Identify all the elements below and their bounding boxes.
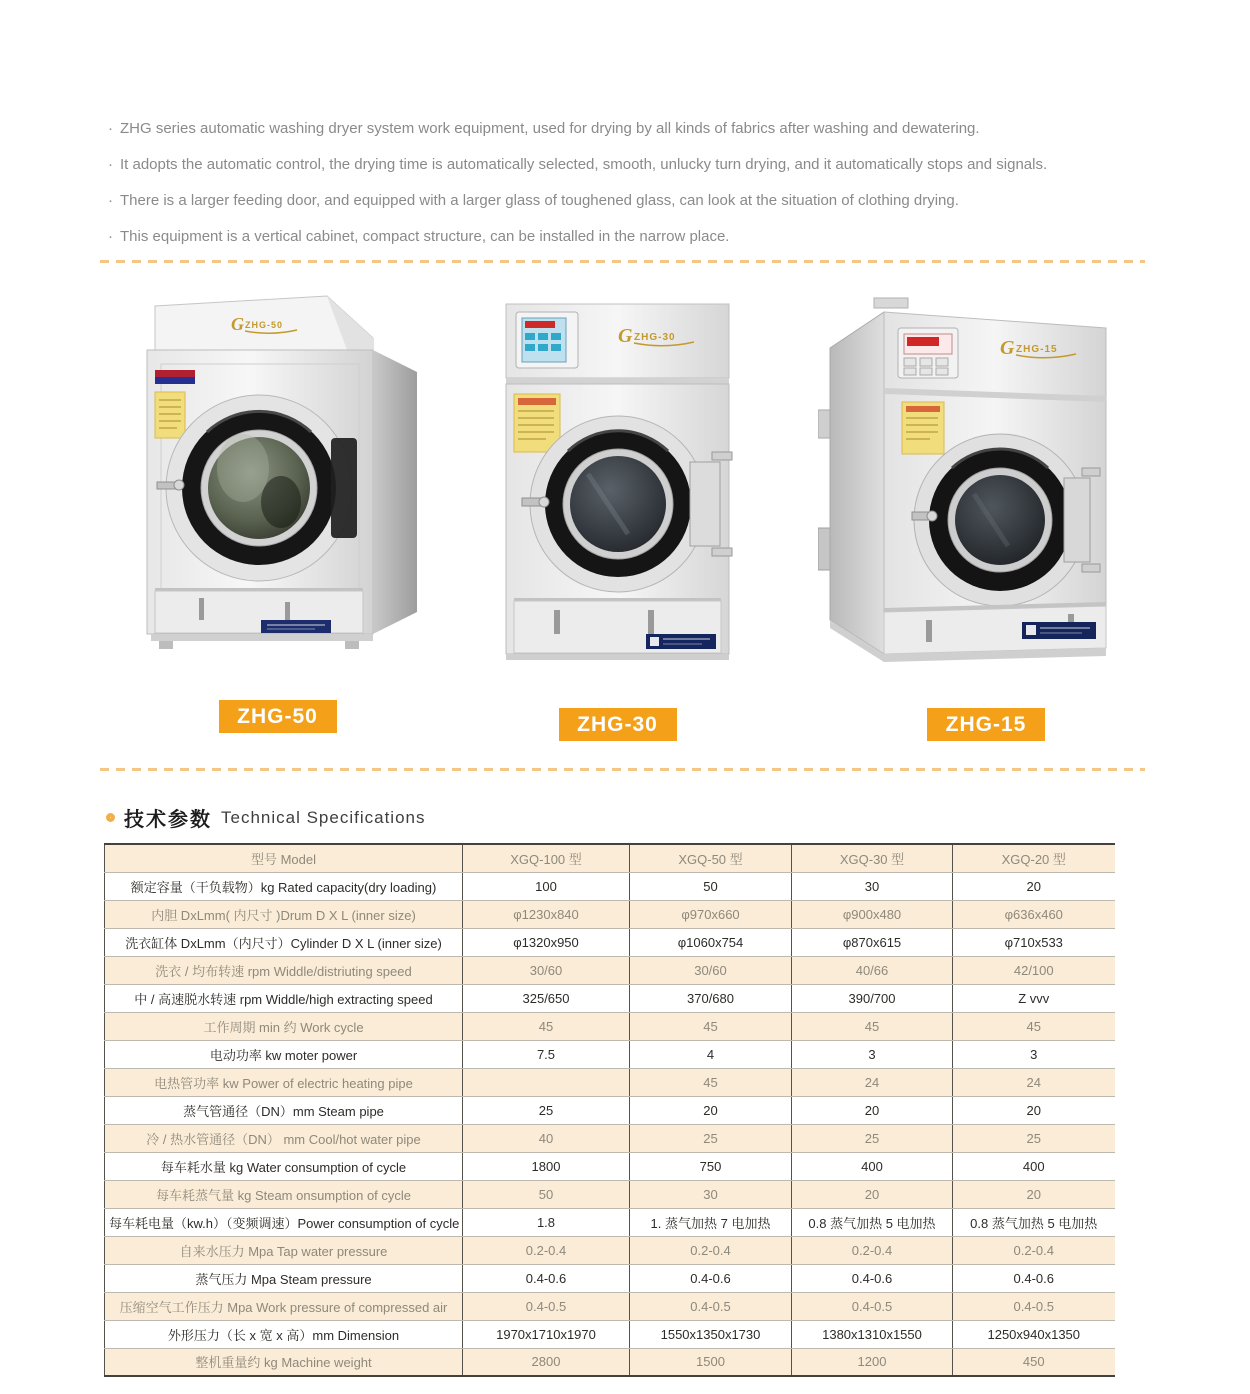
spec-value: Z vvv [953, 984, 1115, 1012]
table-row [105, 900, 1115, 928]
door-handle [522, 497, 549, 507]
table-row [105, 1152, 1115, 1180]
band-divider [506, 378, 729, 384]
table-row [105, 1124, 1115, 1152]
spec-label: 内胆 DxLmm( 内尺寸 )Drum D X L (inner size) [105, 900, 463, 928]
model-badge-zhg15: ZHG-15 [927, 708, 1045, 741]
spec-label: 整机重量约 kg Machine weight [105, 1348, 463, 1376]
table-row [105, 1068, 1115, 1096]
table-row [105, 984, 1115, 1012]
spec-value: 25 [792, 1124, 953, 1152]
header-xgq30: XGQ-30 型 [792, 844, 953, 872]
feature-bullet-text: This equipment is a vertical cabinet, compact structure, can be installed in the narrow place. [120, 228, 730, 245]
spec-label: 洗衣缸体 DxLmm（内尺寸）Cylinder D X L (inner size) [105, 928, 463, 956]
spec-value: 390/700 [792, 984, 953, 1012]
model-badge-zhg50: ZHG-50 [219, 700, 337, 733]
machine-door [914, 434, 1086, 606]
spec-value: 25 [630, 1124, 792, 1152]
table-row [105, 928, 1115, 956]
spec-value: φ970x660 [630, 900, 792, 928]
spec-label: 中 / 高速脱水转速 rpm Widdle/high extracting speed [105, 984, 463, 1012]
spec-value: 45 [953, 1012, 1115, 1040]
door-handle [912, 511, 937, 521]
spec-value: 0.4-0.5 [630, 1292, 792, 1320]
spec-value: 25 [953, 1124, 1115, 1152]
svg-text:G: G [618, 325, 633, 347]
spec-value: 20 [792, 1180, 953, 1208]
svg-text:ZHG-30: ZHG-30 [634, 332, 676, 343]
specs-table [104, 843, 1115, 1377]
table-row [105, 1180, 1115, 1208]
spec-value: 750 [630, 1152, 792, 1180]
spec-value: 45 [463, 1012, 630, 1040]
spec-value: 1.8 [463, 1208, 630, 1236]
spec-value: 20 [953, 872, 1115, 900]
spec-value: 1200 [792, 1348, 953, 1376]
section-title-zh: 技术参数 [124, 809, 212, 831]
bullet-dot-icon: · [108, 228, 113, 245]
spec-value: 0.2-0.4 [792, 1236, 953, 1264]
spec-value: 0.4-0.6 [630, 1264, 792, 1292]
spec-value: 1. 蒸气加热 7 电加热 [630, 1208, 792, 1236]
header-xgq50: XGQ-50 型 [630, 844, 792, 872]
spec-value: 45 [630, 1012, 792, 1040]
spec-value: 0.4-0.6 [792, 1264, 953, 1292]
spec-value: 30 [792, 872, 953, 900]
spec-value: 20 [792, 1096, 953, 1124]
section-title-en: Technical Specifications [221, 807, 426, 827]
header-xgq100: XGQ-100 型 [463, 844, 630, 872]
dryer-illustration-zhg50 [135, 290, 420, 668]
spec-label: 压缩空气工作压力 Mpa Work pressure of compressed air [105, 1292, 463, 1320]
spec-label: 工作周期 min 约 Work cycle [105, 1012, 463, 1040]
svg-text:G: G [231, 314, 244, 334]
spec-value: 1500 [630, 1348, 792, 1376]
table-row [105, 1208, 1115, 1236]
product-photo-zhg15 [818, 292, 1110, 741]
control-panel [516, 312, 578, 368]
spec-value: 25 [463, 1096, 630, 1124]
bullet-dot-icon: · [108, 192, 113, 209]
specs-section-heading [106, 803, 425, 832]
table-row [105, 1096, 1115, 1124]
specs-header-row [105, 844, 1115, 872]
spec-value: 3 [792, 1040, 953, 1068]
feature-bullet-text: ZHG series automatic washing dryer system work equipment, used for drying by all kinds of fabrics after washing and dewatering. [120, 120, 980, 137]
svg-text:ZHG-50: ZHG-50 [245, 320, 284, 330]
spec-value: 450 [953, 1348, 1115, 1376]
spec-value: 30 [630, 1180, 792, 1208]
company-sticker [261, 620, 331, 633]
spec-value: φ1320x950 [463, 928, 630, 956]
dryer-illustration-zhg30 [500, 292, 735, 684]
spec-value: 400 [953, 1152, 1115, 1180]
svg-text:ZHG-15: ZHG-15 [1016, 344, 1058, 355]
spec-label: 每车耗水量 kg Water consumption of cycle [105, 1152, 463, 1180]
spec-value: 325/650 [463, 984, 630, 1012]
spec-value: 50 [463, 1180, 630, 1208]
spec-value: 0.4-0.6 [463, 1264, 630, 1292]
spec-value: 1250x940x1350 [953, 1320, 1115, 1348]
spec-value: 4 [630, 1040, 792, 1068]
table-row [105, 1320, 1115, 1348]
table-row [105, 1292, 1115, 1320]
machine-side-panel [830, 312, 884, 654]
spec-value: 7.5 [463, 1040, 630, 1068]
machine-base [151, 634, 373, 649]
table-row [105, 1236, 1115, 1264]
spec-label: 外形压力（长 x 宽 x 高）mm Dimension [105, 1320, 463, 1348]
door-glass [570, 456, 666, 552]
table-row [105, 1012, 1115, 1040]
spec-label: 自来水压力 Mpa Tap water pressure [105, 1236, 463, 1264]
model-badge-zhg30: ZHG-30 [559, 708, 677, 741]
spec-label: 额定容量（干负载物）kg Rated capacity(dry loading) [105, 872, 463, 900]
spec-value: φ636x460 [953, 900, 1115, 928]
spec-label: 电热管功率 kw Power of electric heating pipe [105, 1068, 463, 1096]
spec-value: 0.4-0.5 [953, 1292, 1115, 1320]
company-sticker [646, 634, 716, 649]
spec-value [463, 1068, 630, 1096]
spec-value: 0.4-0.5 [792, 1292, 953, 1320]
spec-value: 2800 [463, 1348, 630, 1376]
spec-value: 45 [630, 1068, 792, 1096]
table-row [105, 956, 1115, 984]
spec-value: 20 [630, 1096, 792, 1124]
bullet-dot-icon: · [108, 120, 113, 137]
machine-door [530, 416, 706, 592]
spec-label: 洗衣 / 均布转速 rpm Widdle/distriuting speed [105, 956, 463, 984]
spec-value: 30/60 [630, 956, 792, 984]
machine-side-panel [373, 350, 417, 634]
spec-value: 400 [792, 1152, 953, 1180]
spec-value: 100 [463, 872, 630, 900]
spec-value: 0.4-0.6 [953, 1264, 1115, 1292]
dryer-illustration-zhg15 [818, 292, 1110, 684]
spec-value: 0.2-0.4 [463, 1236, 630, 1264]
table-row [105, 1348, 1115, 1376]
spec-value: 0.8 蒸气加热 5 电加热 [792, 1208, 953, 1236]
spec-value: φ1060x754 [630, 928, 792, 956]
warning-label [155, 392, 185, 438]
door-glass [955, 475, 1045, 565]
spec-value: φ900x480 [792, 900, 953, 928]
feature-bullet-text: It adopts the automatic control, the drying time is automatically selected, smooth, unlucky turn drying, and it automatically stops and signals. [120, 156, 1048, 173]
spec-value: 40 [463, 1124, 630, 1152]
spec-value: 30/60 [463, 956, 630, 984]
spec-label: 蒸气管通径（DN）mm Steam pipe [105, 1096, 463, 1124]
feature-bullet-text: There is a larger feeding door, and equipped with a larger glass of toughened glass, can look at the situation of clothing drying. [120, 192, 959, 209]
spec-label: 电动功率 kw moter power [105, 1040, 463, 1068]
product-photo-zhg50 [135, 290, 420, 733]
table-row [105, 872, 1115, 900]
spec-value: 20 [953, 1096, 1115, 1124]
spec-value: φ870x615 [792, 928, 953, 956]
spec-value: 0.4-0.5 [463, 1292, 630, 1320]
header-xgq20: XGQ-20 型 [953, 844, 1115, 872]
table-row [105, 1040, 1115, 1068]
spec-label: 每车耗蒸气量 kg Steam onsumption of cycle [105, 1180, 463, 1208]
product-photo-zhg30 [500, 292, 735, 741]
warning-label [902, 402, 944, 454]
spec-value: 3 [953, 1040, 1115, 1068]
spec-value: 0.8 蒸气加热 5 电加热 [953, 1208, 1115, 1236]
spec-value: 24 [953, 1068, 1115, 1096]
kick-panel [155, 591, 363, 633]
spec-value: 42/100 [953, 956, 1115, 984]
spec-label: 蒸气压力 Mpa Steam pressure [105, 1264, 463, 1292]
control-panel [898, 328, 958, 378]
spec-value: 40/66 [792, 956, 953, 984]
machine-base [506, 654, 729, 660]
spec-value: 20 [953, 1180, 1115, 1208]
spec-label: 冷 / 热水管通径（DN） mm Cool/hot water pipe [105, 1124, 463, 1152]
section-bullet-icon [106, 813, 115, 822]
company-sticker [1022, 622, 1096, 639]
spec-value: φ710x533 [953, 928, 1115, 956]
bullet-dot-icon: · [108, 156, 113, 173]
spec-value: 50 [630, 872, 792, 900]
spec-value: φ1230x840 [463, 900, 630, 928]
spec-value: 0.2-0.4 [630, 1236, 792, 1264]
door-handle [157, 480, 184, 490]
door-hinge [331, 438, 357, 538]
table-row [105, 1264, 1115, 1292]
dashed-divider-bottom [100, 768, 1145, 771]
svg-text:G: G [1000, 337, 1015, 359]
spec-value: 1550x1350x1730 [630, 1320, 792, 1348]
warning-label [514, 394, 560, 452]
spec-value: 45 [792, 1012, 953, 1040]
spec-label: 每车耗电量（kw.h）（变频调速）Power consumption of cycle [105, 1208, 463, 1236]
spec-value: 24 [792, 1068, 953, 1096]
spec-value: 1800 [463, 1152, 630, 1180]
safety-label [155, 370, 195, 384]
header-model: 型号 Model [105, 844, 463, 872]
spec-value: 0.2-0.4 [953, 1236, 1115, 1264]
spec-value: 370/680 [630, 984, 792, 1012]
spec-value: 1970x1710x1970 [463, 1320, 630, 1348]
spec-value: 1380x1310x1550 [792, 1320, 953, 1348]
